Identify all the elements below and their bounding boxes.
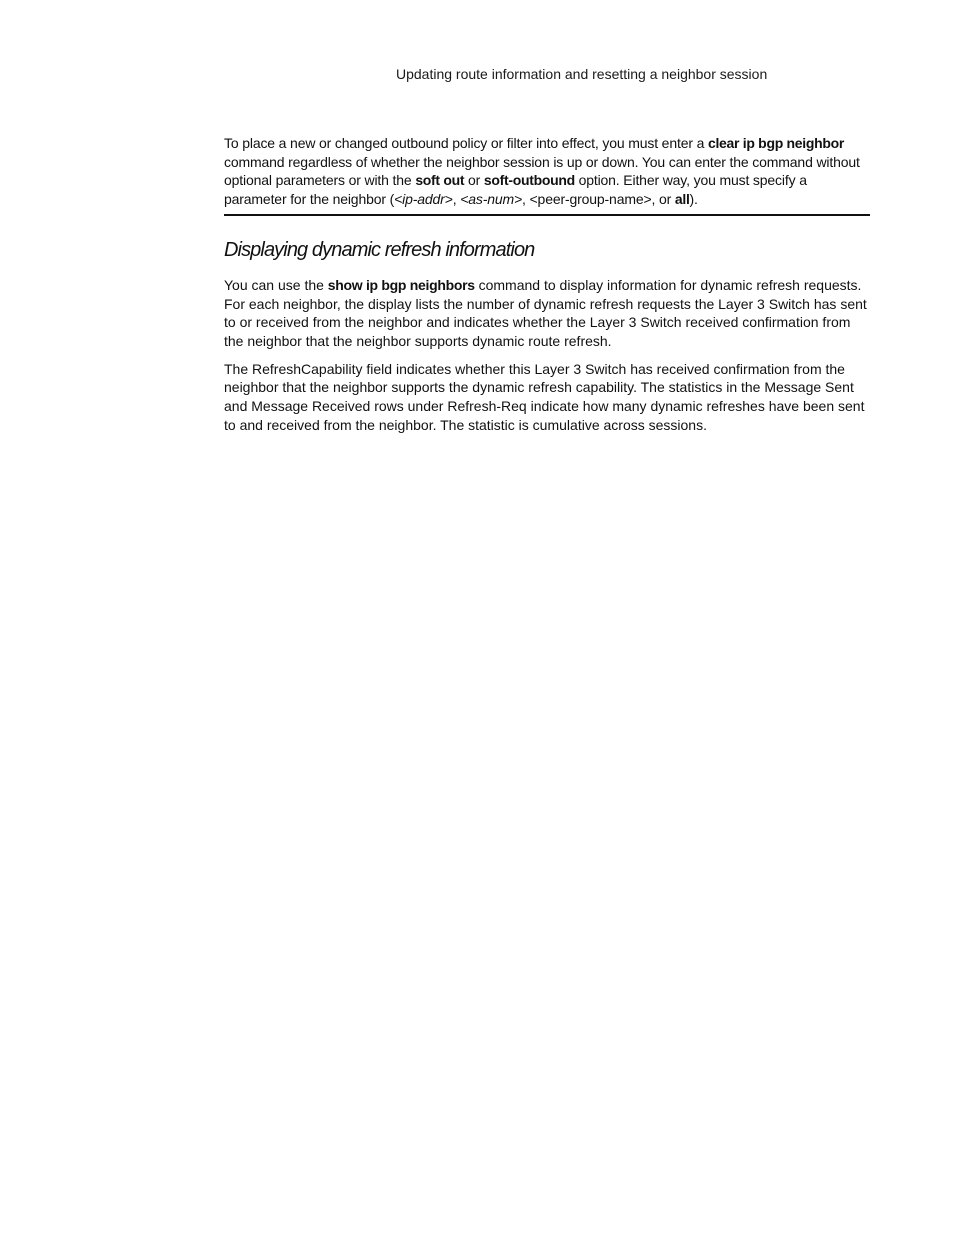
note-text-7: ).	[689, 191, 698, 208]
note-text-1: To place a new or changed outbound policy or filter into effect, you must enter a	[224, 135, 708, 151]
note-text-3: or	[464, 172, 484, 189]
command-clear-ip-bgp-neighbor: clear ip bgp neighbor	[707, 135, 845, 151]
section-heading: Displaying dynamic refresh information	[224, 238, 535, 261]
note-text-6: , <peer-group-name>, or	[522, 191, 675, 208]
option-soft-out: soft out	[415, 172, 465, 189]
command-show-ip-bgp-neighbors: show ip bgp neighbors	[327, 276, 475, 293]
body-paragraph-2: The RefreshCapability field indicates whether this Layer 3 Switch has received confirmation from the neighbor that the neighbor supports the dynamic refresh capability. The statistics in the Message Sent and Message Received rows under Refresh-Req indicate how many dynamic refreshes have been sent to and received from the neighbor. The statistic is cumulative across sessions.	[224, 360, 865, 433]
body-paragraph-1	[224, 276, 870, 351]
para1-text-1: You can use the	[224, 276, 328, 293]
param-as-num: <as-num>	[460, 191, 523, 208]
page-content	[224, 134, 870, 434]
note-text-4: option. Either way, you must specify a parameter for the neighbor (	[224, 172, 807, 208]
param-ip-addr: <ip-addr>	[394, 191, 453, 208]
note-paragraph	[224, 134, 870, 216]
note-text-5: ,	[452, 191, 461, 208]
para1-text-2: command to display information for dynamic refresh requests. For each neighbor, the display lists the number of dynamic refresh requests the Layer 3 Switch has sent to or received from the neighbor and indicates whether the Layer 3 Switch received confirmation from the neighbor that the neighbor supports dynamic route refresh.	[224, 276, 867, 349]
option-all: all	[674, 191, 690, 208]
note-text-2: command regardless of whether the neighbor session is up or down. You can enter the command without optional parameters or with the	[224, 153, 860, 189]
option-soft-outbound: soft-outbound	[483, 172, 575, 189]
running-header: Updating route information and resetting a neighbor session	[396, 66, 768, 82]
